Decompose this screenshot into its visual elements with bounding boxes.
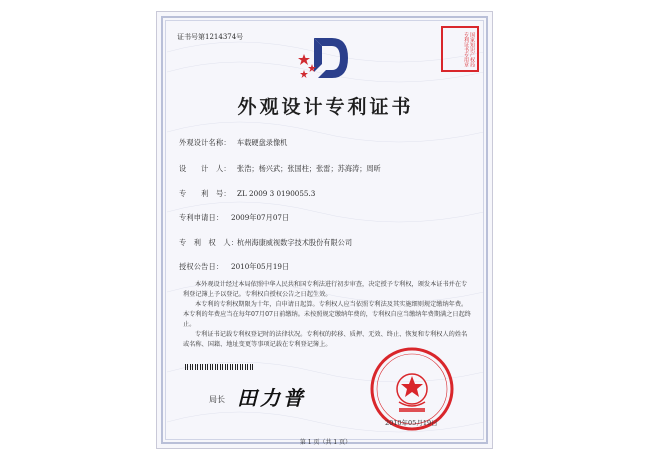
director-signature: 田力普 bbox=[237, 386, 306, 410]
certificate-title: 外观设计专利证书 bbox=[237, 96, 414, 118]
paragraph-term-and-fees: 本专利的专利权期限为十年，自申请日起算。专利权人应当依照专利法及其实施细则规定缴纳年费。本专利的年费应当在每年07月07日前缴纳。未按照规定缴纳年费的，专利权自应当缴纳年费期满之日起终止。 bbox=[183, 301, 471, 328]
field-label-application-date: 专利申请日： bbox=[179, 213, 224, 222]
field-label-designers: 设 计 人： bbox=[179, 164, 231, 173]
seal-date: 2010年05月19日 bbox=[385, 419, 438, 427]
field-value-designers: 张浩；杨兴武；张国柱；张雷；苏海涛；周昕 bbox=[237, 164, 381, 173]
field-label-grant-date: 授权公告日： bbox=[179, 262, 224, 271]
paragraph-legal-status: 专利证书记载专利权登记时的法律状况。专利权的转移、质押、无效、终止、恢复和专利权人的姓名或名称、国籍、地址变更等事项记载在专利登记簿上。 bbox=[183, 331, 468, 348]
sipo-logo-icon bbox=[292, 34, 352, 84]
field-value-patentee: 杭州海康威视数字技术股份有限公司 bbox=[237, 238, 353, 247]
paragraph-grant-statement: 本外观设计经过本局依照中华人民共和国专利法进行初步审查，决定授予专利权，颁发本证书并在专利登记簿上予以登记。专利权自授权公告之日起生效。 bbox=[183, 281, 468, 298]
field-label-patentee: 专 利 权 人： bbox=[179, 238, 239, 247]
corner-seal: 国家知识产权局专利证书专用章 bbox=[441, 26, 479, 72]
patent-certificate bbox=[156, 11, 493, 449]
field-value-application-date: 2009年07月07日 bbox=[231, 213, 290, 222]
field-value-grant-date: 2010年05月19日 bbox=[231, 262, 290, 271]
field-label-patent-number: 专 利 号： bbox=[179, 189, 231, 198]
field-label-design-name: 外观设计名称： bbox=[179, 138, 231, 147]
barcode bbox=[185, 364, 255, 370]
field-value-design-name: 车载硬盘录像机 bbox=[237, 138, 288, 147]
page-footer: 第 1 页（共 1 页） bbox=[299, 439, 352, 446]
field-value-patent-number: ZL 2009 3 0190055.3 bbox=[237, 189, 316, 198]
director-label: 局长 bbox=[209, 395, 225, 404]
certificate-number: 证书号第1214374号 bbox=[177, 33, 244, 41]
